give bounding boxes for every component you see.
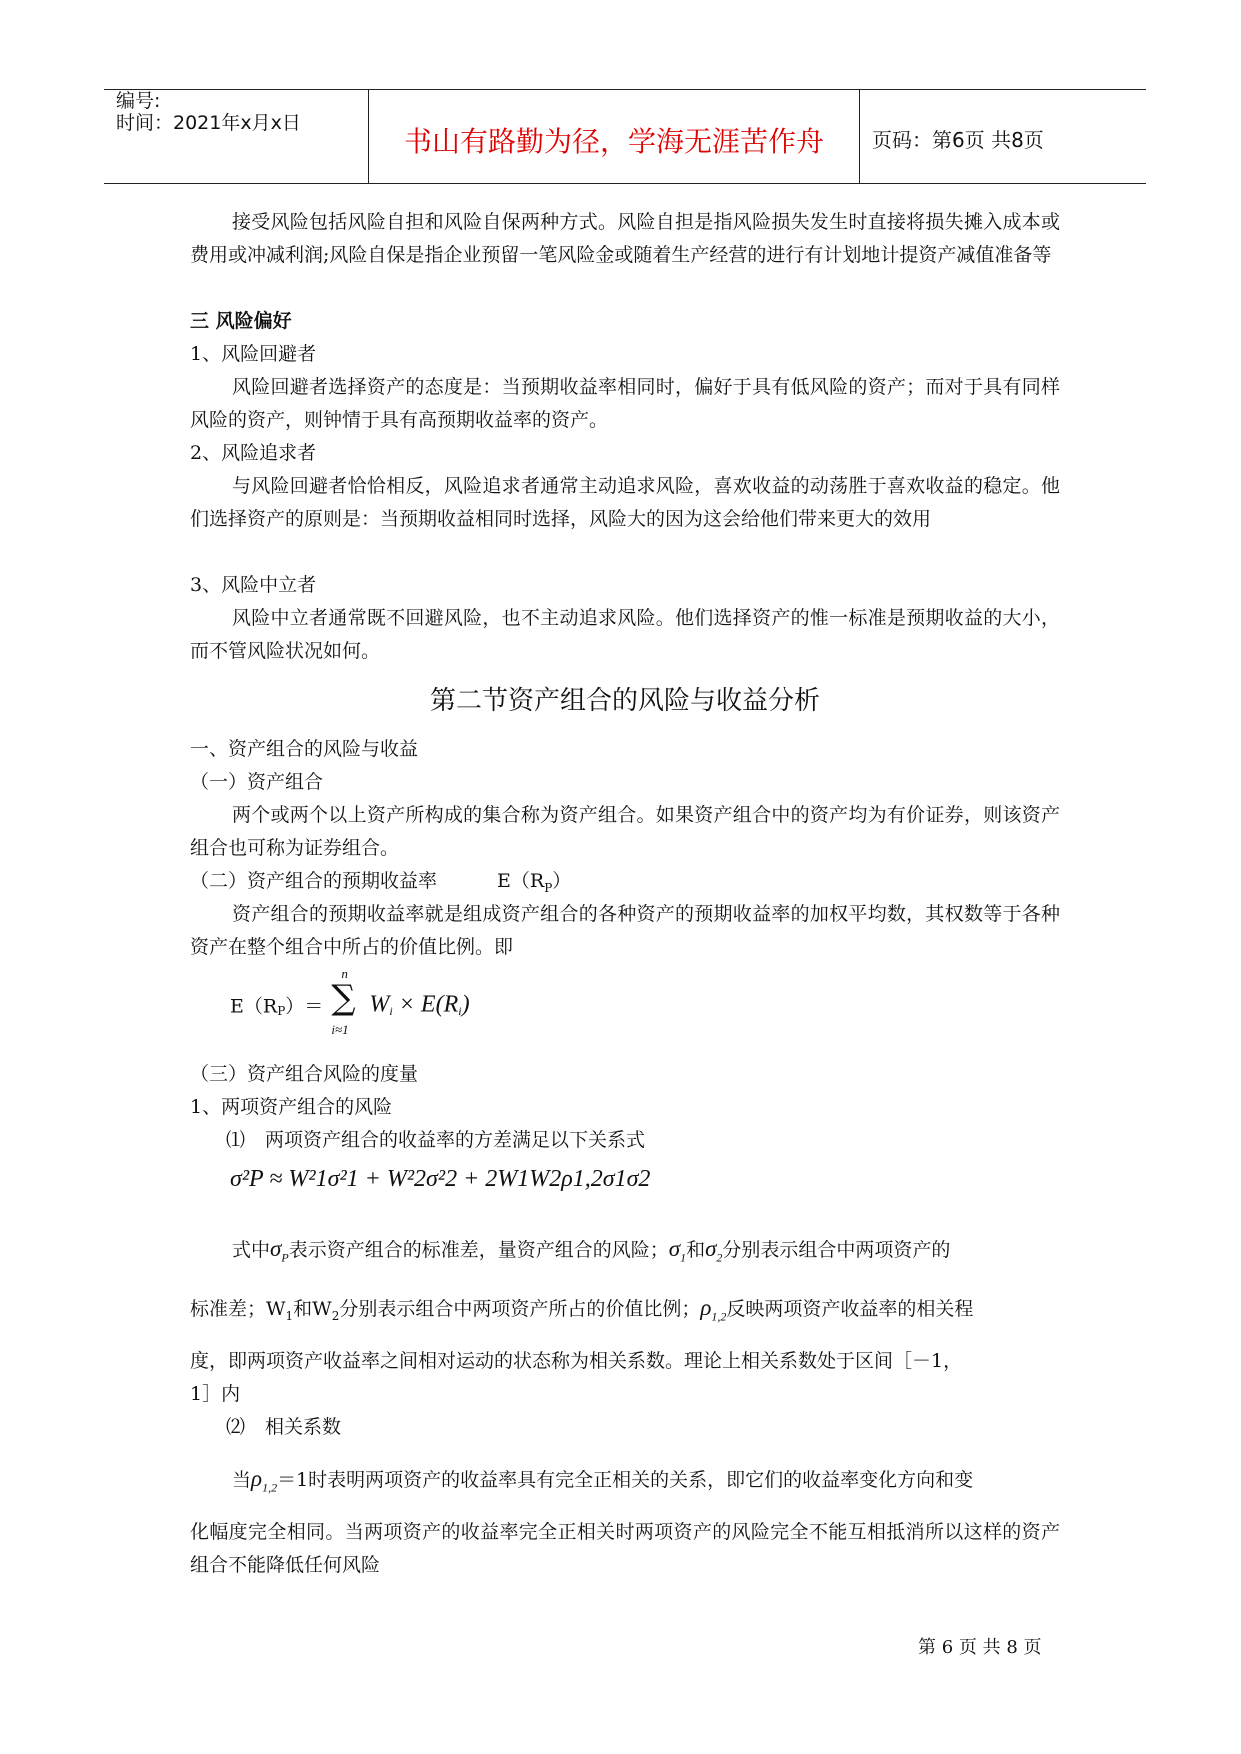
number-label: 编号: <box>116 90 161 112</box>
summation-lower: i≈1 <box>331 1022 349 1037</box>
paragraph-expected-return: 资产组合的预期收益率就是组成资产组合的各种资产的预期收益率的加权平均数，其权数等于各种资产在整个组合中所占的价值比例。即 <box>190 903 1060 958</box>
formula-variance: σ²P ≈ W²1σ²1 + W²2σ²2 + 2W1W2ρ1,2σ1σ2 <box>230 1166 651 1192</box>
paragraph-risk-neutral: 风险中立者通常既不回避风险，也不主动追求风险。他们选择资产的惟一标准是预期收益的大小，而不管风险状况如何。 <box>190 607 1060 662</box>
weights-tail: 反映两项资产收益率的相关程 <box>726 1298 974 1320</box>
weights-text: 分别表示组合中两项资产所占的价值比例； <box>339 1298 701 1320</box>
item-variance-text: 两项资产组合的收益率的方差满足以下关系式 <box>265 1129 646 1151</box>
item-risk-averse: 1、风险回避者 <box>190 343 317 365</box>
paragraph-risk-acceptance: 接受风险包括风险自担和风险自保两种方式。风险自担是指风险损失发生时直接将损失摊入成本或费用或冲减利润;风险自保是指企业预留一笔风险金或随着生产经营的进行有计划地计提资产减值准备等 <box>190 211 1060 266</box>
formula-er-eq: ）＝ <box>285 995 324 1018</box>
formula-ri-sub: i <box>458 1003 462 1018</box>
heading-expected-return-text: （二）资产组合的预期收益率 <box>190 870 438 892</box>
header-page-cell <box>860 90 1146 183</box>
item-risk-seeking: 2、风险追求者 <box>190 442 317 464</box>
item-variance-number: ⑴ <box>226 1129 246 1151</box>
paragraph-correlation-end: 1］内 <box>190 1383 241 1405</box>
heading-portfolio: （一）资产组合 <box>190 771 324 793</box>
header-motto-cell <box>369 90 860 183</box>
expected-return-close: ） <box>552 870 572 892</box>
time-label: 时间：2021年x月x日 <box>116 112 301 134</box>
heading-portfolio-risk-return: 一、资产组合的风险与收益 <box>190 738 419 760</box>
paragraph-perfect-correlation-cont: 化幅度完全相同。当两项资产的收益率完全正相关时两项资产的风险完全不能互相抵消所以这样的资产组合不能降低任何风险 <box>190 1521 1060 1576</box>
page-header <box>104 89 1146 184</box>
item-correlation-number: ⑵ <box>226 1416 246 1438</box>
item-risk-neutral: 3、风险中立者 <box>190 574 317 596</box>
paragraph-correlation: 度，即两项资产收益率之间相对运动的状态称为相关系数。理论上相关系数处于区间［－1， <box>190 1350 963 1372</box>
item-correlation-text: 相关系数 <box>265 1416 342 1438</box>
formula-weight: W <box>369 991 390 1018</box>
weights-prefix: 标准差；W <box>190 1298 286 1320</box>
std-dev-text: 表示资产组合的标准差，量资产组合的风险； <box>288 1239 669 1261</box>
std-dev-and: 和 <box>686 1239 706 1261</box>
summation-sign: ∑ <box>331 978 356 1018</box>
section-title: 第二节资产组合的风险与收益分析 <box>429 686 820 716</box>
formula-end: ) <box>461 991 470 1018</box>
summation-upper: n <box>341 966 348 981</box>
item-correlation <box>226 1411 341 1444</box>
item-variance-relation <box>226 1124 645 1157</box>
paragraph-portfolio-def: 两个或两个以上资产所构成的集合称为资产组合。如果资产组合中的资产均为有价证券，则该资产组合也可称为证券组合。 <box>190 804 1060 859</box>
heading-two-asset-risk: 1、两项资产组合的风险 <box>190 1096 393 1118</box>
header-page-label: 页码：第6页 共8页 <box>872 128 1044 152</box>
formula-er-left: E（R <box>230 995 278 1018</box>
perfect-corr-text: ＝1时表明两项资产的收益率具有完全正相关的关系，即它们的收益率变化方向和变 <box>277 1469 974 1491</box>
page-footer: 第 6 页 共 8 页 <box>918 1637 1042 1658</box>
std-dev-prefix: 式中 <box>232 1239 271 1261</box>
expected-return-symbol: E（R <box>497 870 545 892</box>
rho-symbol: $\rho_{1,2}$ <box>700 1295 727 1324</box>
heading-risk-preference: 三 风险偏好 <box>190 310 292 332</box>
sigma-p-symbol: $\sigma_P$ <box>270 1236 289 1265</box>
std-dev-tail: 分别表示组合中两项资产的 <box>722 1239 951 1261</box>
paragraph-risk-seeking: 与风险回避者恰恰相反，风险追求者通常主动追求风险，喜欢收益的动荡胜于喜欢收益的稳定。他们选择资产的原则是：当预期收益相同时选择，风险大的因为这会给他们带来更大的效用 <box>190 475 1060 530</box>
formula-er-sub: P <box>277 1003 286 1018</box>
weights-and: 和W <box>293 1298 332 1320</box>
paragraph-weights: 标准差；$W_1$和$W_2$分别表示组合中两项资产所占的价值比例；$\rho_{1,2}$反映两项资产收益率的相关程 <box>190 1295 974 1324</box>
motto: 书山有路勤为径，学海无涯苦作舟 <box>403 125 824 158</box>
formula-expected-return <box>230 966 470 1040</box>
header-meta-cell <box>104 90 369 183</box>
formula-weight-sub: i <box>389 1003 393 1018</box>
expected-return-sub: P <box>544 880 553 895</box>
paragraph-risk-averse: 风险回避者选择资产的态度是：当预期收益率相同时，偏好于具有低风险的资产；而对于具有同样风险的资产，则钟情于具有高预期收益率的资产。 <box>190 376 1060 431</box>
heading-portfolio-risk-measure: （三）资产组合风险的度量 <box>190 1063 419 1085</box>
summation-block <box>329 966 363 1040</box>
paragraph-std-dev <box>232 1232 950 1275</box>
perfect-corr-prefix: 当 <box>232 1469 252 1491</box>
sigma-1-symbol: $\sigma_1$ <box>668 1236 687 1265</box>
sigma-2-symbol: $\sigma_2$ <box>705 1236 723 1265</box>
formula-times: × E(R <box>392 991 459 1018</box>
paragraph-perfect-correlation <box>232 1462 973 1505</box>
rho-symbol-2: $\rho_{1,2}$ <box>251 1466 278 1495</box>
